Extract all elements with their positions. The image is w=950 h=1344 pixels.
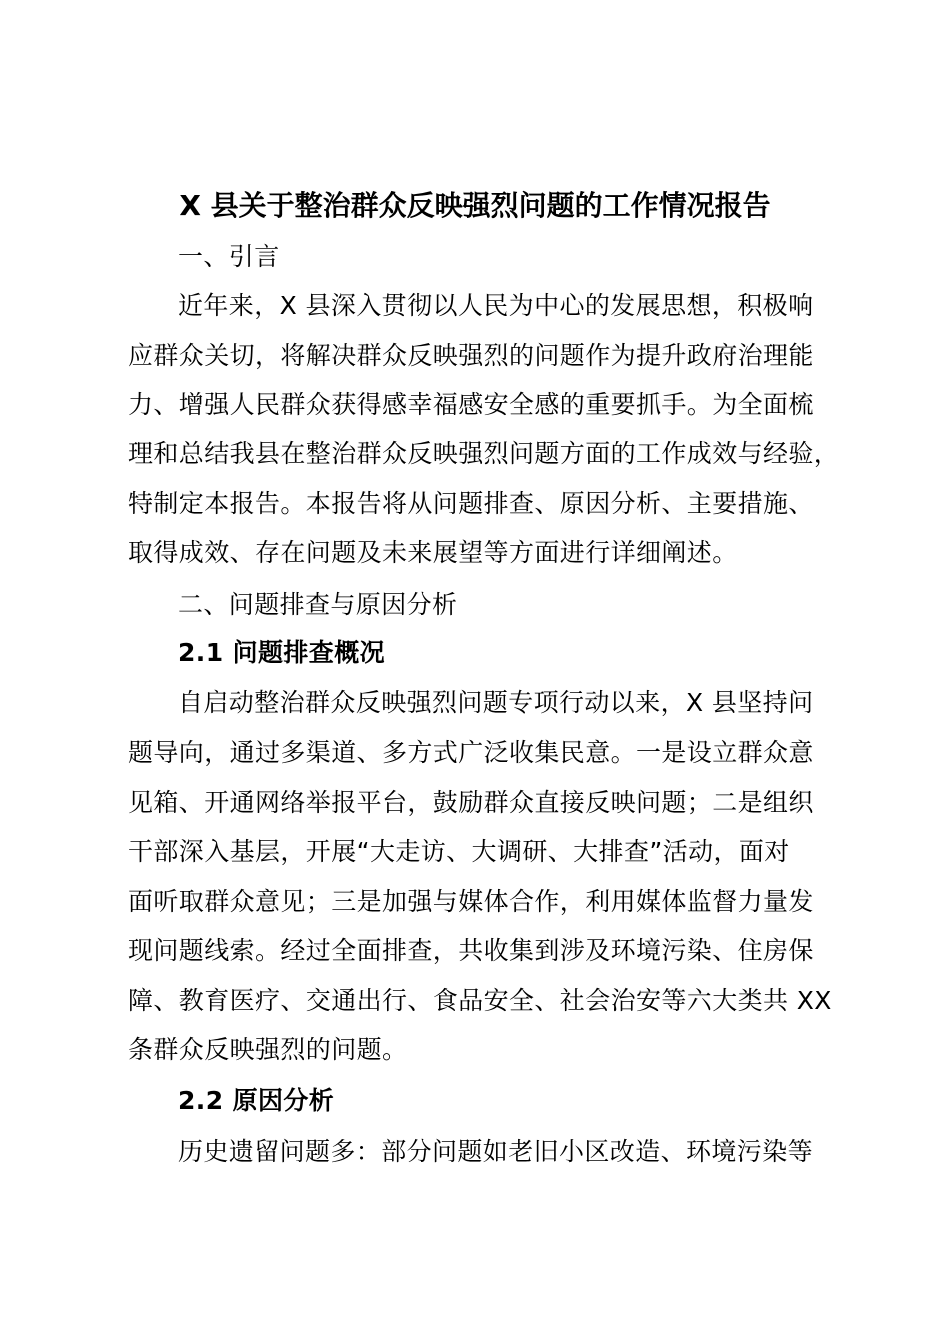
paragraph-line: 自启动整治群众反映强烈问题专项行动以来，X 县坚持问 bbox=[178, 688, 814, 717]
subsection-heading-cause-analysis: 2.2 原因分析 bbox=[178, 1086, 335, 1115]
paragraph-line: 现问题线索。经过全面排查，共收集到涉及环境污染、住房保 bbox=[128, 936, 814, 965]
section-heading-introduction: 一、引言 bbox=[178, 242, 280, 271]
paragraph-line: 力、增强人民群众获得感幸福感安全感的重要抓手。为全面梳 bbox=[128, 390, 814, 419]
paragraph-line: 特制定本报告。本报告将从问题排查、原因分析、主要措施、 bbox=[128, 489, 814, 518]
paragraph-line: 面听取群众意见；三是加强与媒体合作，利用媒体监督力量发 bbox=[128, 887, 814, 916]
paragraph-line: 条群众反映强烈的问题。 bbox=[128, 1035, 408, 1064]
paragraph-line: 应群众关切，将解决群众反映强烈的问题作为提升政府治理能 bbox=[128, 341, 814, 370]
paragraph-line: 见箱、开通网络举报平台，鼓励群众直接反映问题；二是组织 bbox=[128, 788, 814, 817]
paragraph-line: 障、教育医疗、交通出行、食品安全、社会治安等六大类共 XX bbox=[128, 986, 832, 1015]
paragraph-line: 题导向，通过多渠道、多方式广泛收集民意。一是设立群众意 bbox=[128, 738, 814, 767]
paragraph-line: 理和总结我县在整治群众反映强烈问题方面的工作成效与经验， bbox=[128, 439, 840, 468]
paragraph-line: 近年来，X 县深入贯彻以人民为中心的发展思想，积极响 bbox=[178, 291, 814, 320]
paragraph-line: 历史遗留问题多：部分问题如老旧小区改造、环境污染等 bbox=[178, 1137, 814, 1166]
document-title: X 县关于整治群众反映强烈问题的工作情况报告 bbox=[179, 189, 771, 222]
section-heading-investigation: 二、问题排查与原因分析 bbox=[178, 590, 458, 619]
subsection-heading-overview: 2.1 问题排查概况 bbox=[178, 638, 385, 667]
paragraph-line: 干部深入基层，开展“大走访、大调研、大排查”活动，面对 bbox=[128, 837, 790, 866]
paragraph-line: 取得成效、存在问题及未来展望等方面进行详细阐述。 bbox=[128, 538, 738, 567]
